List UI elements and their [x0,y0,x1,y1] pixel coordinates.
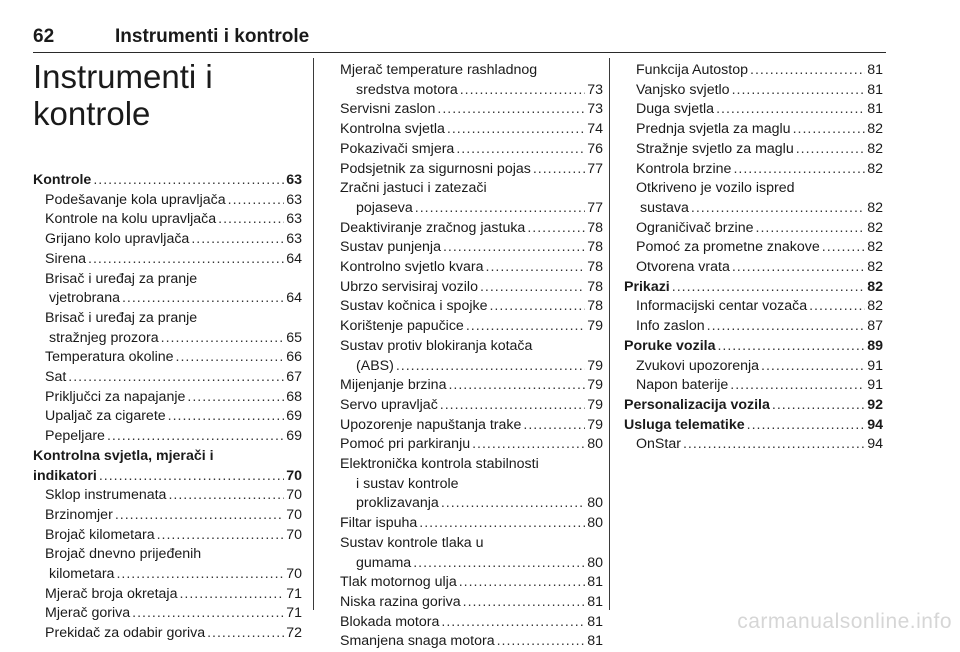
toc-page-number: 77 [587,199,603,216]
dot-leader [716,100,865,120]
dot-leader [440,396,585,416]
toc-entry-title: Brojač kilometara [45,526,155,543]
toc-entry-title: OnStar [636,436,681,453]
toc-entry[interactable] [624,120,883,140]
toc-entry[interactable] [33,604,302,624]
dot-leader [413,554,585,574]
toc-entry[interactable] [624,376,883,396]
toc-entry-title: Filtar ispuha [340,515,418,532]
toc-entry[interactable] [33,289,302,309]
toc-entry-text: Elektronička kontrola stabilnosti [340,456,539,473]
dot-leader [107,427,284,447]
toc-page-number: 81 [587,593,603,610]
toc-entry-title: Info zaslon [636,318,705,335]
toc-page-number: 72 [286,625,302,642]
toc-entry-text: Sustav kontrole tlaka u [340,534,484,551]
toc-entry[interactable] [33,329,302,349]
toc-entry-title: Tlak motornog ulja [340,574,457,591]
toc-entry-title: Podsjetnik za sigurnosni pojas [340,160,531,177]
toc-entry-title: Prednja svjetla za maglu [636,121,791,138]
dot-leader [730,376,865,396]
toc-entry-title: kilometara [49,566,115,583]
toc-entry[interactable] [33,407,302,427]
toc-page-number: 82 [867,278,883,295]
toc-page-number: 70 [286,467,302,484]
toc-entry-title: Duga svjetla [636,101,715,118]
toc-entry[interactable] [340,81,603,101]
dot-leader [733,160,865,180]
toc-entry-title: Kontrola brzine [636,160,732,177]
toc-entry-title: Otvorena vrata [636,259,730,276]
toc-entry-text: i sustav kontrole [356,475,459,492]
toc-entry[interactable] [33,506,302,526]
toc-page-number: 70 [286,487,302,504]
toc-entry-title: Zvukovi upozorenja [636,357,760,374]
toc-entry-text: Otkriveno je vozilo ispred [636,180,795,197]
dot-leader [448,376,585,396]
dot-leader [168,486,284,506]
toc-entry-title: Temperatura okoline [45,349,174,366]
toc-entry[interactable] [33,526,302,546]
toc-entry-title: proklizavanja [356,495,439,512]
toc-page-number: 63 [286,172,302,188]
dot-leader [460,81,586,101]
toc-page-number: 80 [587,495,603,512]
dot-leader [486,258,586,278]
toc-entry-title: Sirena [45,250,87,267]
dot-leader [115,506,284,526]
toc-page-number: 80 [587,515,603,532]
toc-entry[interactable] [340,494,603,514]
toc-entry-title: vjetrobrana [49,290,120,307]
toc-entry-title: Servisni zaslon [340,101,436,118]
toc-entry-text: Mjerač temperature rashladnog [340,62,538,78]
toc-entry-title: sustava [640,199,689,216]
dot-leader [176,348,285,368]
dot-leader [441,494,585,514]
toc-entry[interactable] [624,337,883,357]
toc-entry[interactable] [33,210,302,230]
toc-entry-title: Mijenjanje brzina [340,377,447,394]
toc-page-number: 82 [867,219,883,236]
toc-page-number: 82 [867,259,883,276]
toc-entry-title: Priključci za napajanje [45,388,186,405]
dot-leader [122,289,284,309]
toc-entry-title: Sat [45,369,67,386]
toc-entry[interactable] [33,624,302,644]
dot-leader [480,278,585,298]
toc-page-number: 82 [867,160,883,177]
toc-entry-title: pojaseva [356,199,413,216]
toc-entry[interactable] [33,171,302,191]
toc-page-number: 78 [587,219,603,236]
dot-leader [459,573,586,593]
dot-leader [732,81,866,101]
toc-entry-title: Prikazi [624,278,670,295]
toc-entry-title: sredstva motora [356,81,458,98]
toc-entry[interactable] [340,396,603,416]
dot-leader [747,416,866,436]
toc-entry-text: Brojač dnevno prijeđenih [45,546,202,563]
dot-leader [443,238,585,258]
dot-leader [523,416,585,436]
dot-leader [497,632,586,652]
toc-entry[interactable] [340,140,603,160]
toc-entry-title: Pokazivači smjera [340,140,455,157]
toc-entry[interactable] [340,297,603,317]
dot-leader [796,140,866,160]
toc-entry[interactable] [624,258,883,278]
toc-entry-title: Pepeljare [45,428,105,445]
toc-entry[interactable] [340,317,603,337]
toc-entry-title: gumama [356,554,412,571]
toc-entry-title: Sklop instrumenata [45,487,167,504]
toc-entry[interactable] [340,593,603,613]
toc-entry[interactable] [340,120,603,140]
toc-entry-title: Pomoć za prometne znakove [636,239,820,256]
dot-leader [756,219,866,239]
dot-leader [672,278,865,298]
dot-leader [691,199,865,219]
toc-entry-text: Zračni jastuci i zatezači [340,180,487,197]
toc-entry[interactable] [624,238,883,258]
toc-entry-title: Servo upravljač [340,396,438,413]
toc-entry[interactable] [340,258,603,278]
toc-page-number: 67 [286,369,302,386]
section-title-line-1: Instrumenti i [33,58,213,95]
toc-page-number: 77 [587,160,603,177]
toc-entry[interactable] [624,61,883,81]
toc-entry[interactable] [340,514,603,534]
toc-entry-title: Deaktiviranje zračnog jastuka [340,219,526,236]
toc-page-number: 63 [286,211,302,228]
toc-entry[interactable] [624,297,883,317]
toc-entry[interactable] [624,317,883,337]
toc-entry[interactable] [33,467,302,487]
toc-page-number: 78 [587,239,603,256]
toc-entry[interactable] [33,348,302,368]
toc-page-number: 79 [587,377,603,394]
toc-entry-title: Sustav punjenja [340,239,441,256]
toc-page-number: 82 [867,121,883,138]
toc-page-number: 74 [587,121,603,138]
dot-leader [191,230,284,250]
dot-leader [466,317,585,337]
toc-page-number: 81 [587,613,603,630]
toc-page-number: 91 [867,377,883,394]
toc-entry[interactable] [340,416,603,436]
toc-entry-title: Kontrolno svjetlo kvara [340,259,484,276]
toc-entry-title: Smanjena snaga motora [340,633,495,650]
toc-page-number: 82 [867,140,883,157]
toc-entry[interactable] [624,435,883,455]
toc-page-number: 80 [587,436,603,453]
toc-entry-title: Grijano kolo upravljača [45,231,190,248]
toc-page-number: 87 [867,318,883,335]
toc-page-number: 94 [867,436,883,453]
dot-leader [132,604,284,624]
dot-leader [447,120,585,140]
toc-entry[interactable] [33,368,302,388]
toc-entry-title: Mjerač broja okretaja [45,585,178,602]
toc-entry-title: Prekidač za odabir goriva [45,625,206,642]
toc-page-number: 81 [587,633,603,650]
toc-entry[interactable] [33,191,302,211]
toc-entry-text: Sustav protiv blokiranja kotača [340,337,533,354]
toc-entry-title: Korištenje papučice [340,318,464,335]
toc-page-number: 92 [867,396,883,413]
toc-entry-title: Pomoć pri parkiranju [340,436,471,453]
header-rule [33,52,886,53]
toc-entry[interactable] [624,160,883,180]
toc-page-number: 79 [587,396,603,413]
toc-page-number: 82 [867,239,883,256]
toc-page-number: 94 [867,416,883,433]
dot-leader [809,297,865,317]
dot-leader [441,613,585,633]
toc-entry-title: Vanjsko svjetlo [636,81,730,98]
dot-leader [793,120,866,140]
toc-page-number: 71 [286,605,302,622]
dot-leader [179,585,284,605]
toc-entry[interactable] [340,435,603,455]
toc-entry[interactable] [340,613,603,633]
toc-page-number: 89 [867,337,883,354]
toc-entry[interactable] [624,140,883,160]
toc-entry-title: Stražnje svjetlo za maglu [636,140,794,157]
toc-page-number: 64 [286,290,302,307]
toc-entry[interactable] [33,585,302,605]
toc-entry-title: Usluga telematike [624,416,745,433]
toc-page-number: 64 [286,250,302,267]
toc-entry[interactable] [340,573,603,593]
toc-entry-title: indikatori [33,467,97,484]
dot-leader [99,467,284,487]
dot-leader [168,407,285,427]
toc-page-number: 68 [286,388,302,405]
toc-entry[interactable] [33,388,302,408]
toc-entry-title: Podešavanje kola upravljača [45,191,226,208]
toc-entry-title: Upaljač za cigarete [45,408,166,425]
dot-leader [750,61,865,81]
dot-leader [157,526,285,546]
toc-entry[interactable] [624,396,883,416]
dot-leader [533,160,585,180]
toc-entry[interactable] [340,357,603,377]
toc-entry-title: Upozorenje napuštanja trake [340,416,522,433]
dot-leader [68,368,284,388]
dot-leader [463,593,586,613]
toc-entry[interactable] [340,376,603,396]
toc-page-number: 69 [286,428,302,445]
toc-page-number: 78 [587,298,603,315]
toc-page-number: 65 [286,329,302,346]
dot-leader [717,337,865,357]
toc-page-number: 63 [286,231,302,248]
toc-page-number: 81 [867,62,883,78]
toc-entry-title: (ABS) [356,357,394,374]
dot-leader [415,199,585,219]
dot-leader [527,219,585,239]
toc-entry-title: Blokada motora [340,613,440,630]
toc-entry-title: Personalizacija vozila [624,396,770,413]
toc-entry[interactable] [624,199,883,219]
toc-entry[interactable] [624,357,883,377]
toc-page-number: 66 [286,349,302,366]
toc-entry[interactable] [624,416,883,436]
toc-entry[interactable] [340,632,603,652]
toc-entry[interactable] [33,565,302,585]
toc-entry-title: Mjerač goriva [45,605,131,622]
toc-page-number: 82 [867,298,883,315]
toc-entry[interactable] [624,100,883,120]
toc-page-number: 78 [587,278,603,295]
toc-entry-title: Informacijski centar vozača [636,298,808,315]
toc-entry[interactable] [340,160,603,180]
toc-entry[interactable] [340,219,603,239]
dot-leader [456,140,585,160]
toc-page-number: 81 [867,101,883,118]
watermark: carmanualsonline.info [737,610,952,633]
toc-entry-text: Brisač i uređaj za pranje [45,270,198,287]
toc-entry-text: Brisač i uređaj za pranje [45,309,198,326]
toc-page-number: 82 [867,199,883,216]
toc-page-number: 70 [286,506,302,523]
toc-entry-text: Kontrolna svjetla, mjerači i [33,447,214,464]
column-divider [609,58,610,610]
toc-page-number: 80 [587,554,603,571]
toc-entry-title: Ubrzo servisiraj vozilo [340,278,478,295]
dot-leader [732,258,865,278]
toc-entry-title: Sustav kočnica i spojke [340,298,488,315]
section-title [33,58,303,132]
toc-entry-title: Kontrole [33,172,92,188]
toc-entry[interactable] [33,230,302,250]
dot-leader [489,297,585,317]
dot-leader [772,396,865,416]
dot-leader [116,565,284,585]
dot-leader [419,514,585,534]
dot-leader [472,435,585,455]
section-title-line-2: kontrole [33,95,151,132]
toc-page-number: 76 [587,140,603,157]
toc-entry-title: Kontrolna svjetla [340,121,445,138]
toc-column-1 [33,171,302,644]
toc-page-number: 81 [867,81,883,98]
dot-leader [187,388,284,408]
dot-leader [822,238,865,258]
toc-page-number: 71 [286,585,302,602]
toc-page-number: 63 [286,191,302,208]
toc-entry[interactable] [340,278,603,298]
dot-leader [437,100,585,120]
toc-page-number: 70 [286,566,302,583]
toc-entry-title: Brzinomjer [45,506,113,523]
toc-entry[interactable] [340,100,603,120]
page-number: 62 [33,26,55,47]
toc-page-number: 78 [587,259,603,276]
running-title: Instrumenti i kontrole [115,26,310,47]
toc-entry[interactable] [624,219,883,239]
toc-page-number: 79 [587,357,603,374]
toc-page-number: 73 [587,101,603,118]
dot-leader [88,250,284,270]
toc-page-number: 79 [587,318,603,335]
dot-leader [218,210,284,230]
toc-page-number: 73 [587,81,603,98]
dot-leader [93,171,284,191]
toc-column-2 [340,61,603,652]
toc-page-number: 70 [286,526,302,543]
dot-leader [228,191,285,211]
dot-leader [161,329,285,349]
dot-leader [707,317,866,337]
toc-entry[interactable] [340,554,603,574]
toc-entry[interactable] [340,199,603,219]
toc-entry-title: stražnjeg prozora [49,329,159,346]
toc-column-3 [624,61,883,455]
dot-leader [683,435,865,455]
toc-entry[interactable] [624,81,883,101]
toc-entry-title: Kontrole na kolu upravljača [45,211,217,228]
toc-entry[interactable] [340,238,603,258]
column-divider [313,58,314,610]
toc-entry-title: Ograničivač brzine [636,219,754,236]
toc-entry[interactable] [33,250,302,270]
toc-entry-title: Funkcija Autostop [636,62,748,78]
toc-page-number: 69 [286,408,302,425]
toc-entry-title: Niska razina goriva [340,593,461,610]
toc-entry-title: Napon baterije [636,377,729,394]
toc-entry[interactable] [624,278,883,298]
dot-leader [761,357,865,377]
toc-entry[interactable] [33,486,302,506]
dot-leader [396,357,585,377]
toc-entry-title: Poruke vozila [624,337,716,354]
toc-page-number: 81 [587,574,603,591]
toc-entry[interactable] [33,427,302,447]
toc-page-number: 91 [867,357,883,374]
toc-page-number: 79 [587,416,603,433]
dot-leader [207,624,284,644]
